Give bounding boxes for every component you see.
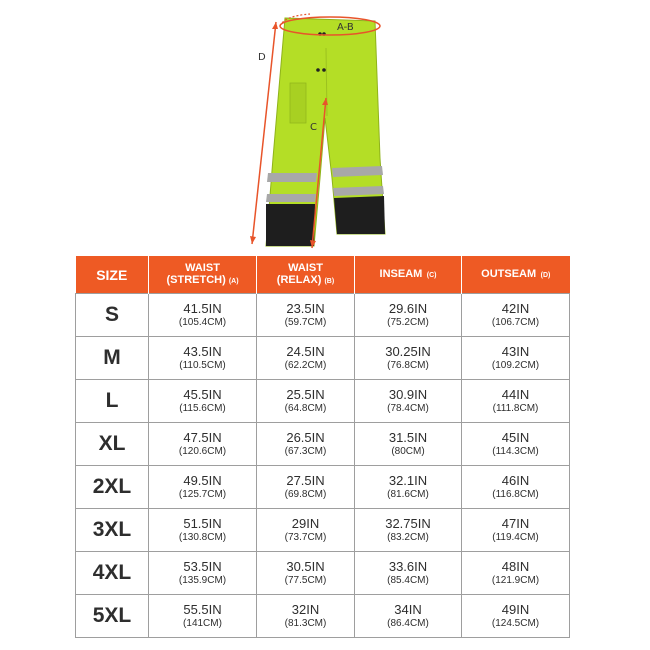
- measurement-cell: [257, 466, 355, 509]
- cm-value: (116.8CM): [492, 488, 539, 500]
- measurement-cell: [149, 552, 257, 595]
- inch-value: 41.5IN: [183, 300, 222, 316]
- measurement-cell: [355, 423, 462, 466]
- measurement-cell: [257, 380, 355, 423]
- table-row: [76, 380, 570, 423]
- cm-value: (59.7CM): [284, 316, 327, 328]
- measurement-cell: [355, 294, 462, 337]
- size-cell: 4XL: [76, 552, 149, 595]
- measurement-cell: [462, 466, 570, 509]
- header-outseam: OUTSEAM (D): [462, 256, 570, 294]
- cm-value: (109.2CM): [491, 359, 540, 371]
- measurement-cell: [462, 294, 570, 337]
- table-row: [76, 466, 570, 509]
- cm-value: (75.2CM): [387, 316, 429, 328]
- pants-illustration: [240, 8, 410, 254]
- inch-value: 31.5IN: [388, 429, 428, 445]
- inch-value: 30.5IN: [286, 558, 325, 574]
- measurement-cell: [462, 595, 570, 638]
- measurement-cell: [149, 380, 257, 423]
- size-cell: 2XL: [76, 466, 149, 509]
- measurement-cell: [149, 423, 257, 466]
- size-cell: 5XL: [76, 595, 149, 638]
- table-row: [76, 552, 570, 595]
- table-header-row: [76, 256, 570, 294]
- measurement-cell: [355, 595, 462, 638]
- inch-value: 32IN: [291, 601, 320, 617]
- measurement-cell: [355, 466, 462, 509]
- inseam-label: C: [310, 122, 317, 133]
- size-cell: 3XL: [76, 509, 149, 552]
- cm-value: (81.3CM): [284, 617, 327, 629]
- table-row: [76, 423, 570, 466]
- table-row: [76, 595, 570, 638]
- inch-value: 51.5IN: [183, 515, 222, 531]
- cm-value: (69.8CM): [284, 488, 327, 500]
- measurement-cell: [355, 509, 462, 552]
- cm-value: (62.2CM): [284, 359, 327, 371]
- measurement-cell: [257, 294, 355, 337]
- measurement-cell: [149, 595, 257, 638]
- inch-value: 47IN: [501, 515, 530, 531]
- inch-value: 27.5IN: [286, 472, 325, 488]
- cm-value: (124.5CM): [491, 617, 540, 629]
- inch-value: 30.9IN: [388, 386, 428, 402]
- cm-value: (83.2CM): [387, 531, 429, 543]
- cm-value: (111.8CM): [492, 402, 539, 414]
- cm-value: (85.4CM): [387, 574, 429, 586]
- inch-value: 47.5IN: [183, 429, 222, 445]
- cm-value: (77.5CM): [284, 574, 327, 586]
- cuff-right: [334, 196, 385, 234]
- header-size: SIZE: [76, 256, 149, 294]
- cm-value: (73.7CM): [284, 531, 327, 543]
- header-waist-stretch: WAIST (STRETCH) (A): [149, 256, 257, 294]
- inch-value: 53.5IN: [183, 558, 222, 574]
- inch-value: 32.75IN: [385, 515, 431, 531]
- measurement-cell: [462, 552, 570, 595]
- inch-value: 48IN: [501, 558, 530, 574]
- header-waist-relax: WAIST (RELAX) (B): [257, 256, 355, 294]
- size-cell: S: [76, 294, 149, 337]
- measurement-cell: [149, 337, 257, 380]
- inch-value: 30.25IN: [385, 343, 431, 359]
- size-cell: M: [76, 337, 149, 380]
- cm-value: (141CM): [183, 617, 222, 629]
- cm-value: (86.4CM): [387, 617, 429, 629]
- cm-value: (80CM): [391, 445, 425, 457]
- table-row: [76, 337, 570, 380]
- cm-value: (114.3CM): [492, 445, 539, 457]
- inch-value: 33.6IN: [388, 558, 428, 574]
- reflective-band-lower: [266, 194, 316, 202]
- measurement-cell: [462, 380, 570, 423]
- inch-value: 43IN: [501, 343, 530, 359]
- inch-value: 55.5IN: [183, 601, 222, 617]
- measurement-cell: [149, 294, 257, 337]
- cm-value: (135.9CM): [178, 574, 227, 586]
- cm-value: (130.8CM): [178, 531, 227, 543]
- leg-pocket: [290, 83, 306, 123]
- cm-value: (105.4CM): [178, 316, 227, 328]
- measurement-cell: [462, 337, 570, 380]
- inch-value: 43.5IN: [183, 343, 222, 359]
- cm-value: (76.8CM): [387, 359, 429, 371]
- cm-value: (120.6CM): [178, 445, 227, 457]
- inch-value: 44IN: [501, 386, 530, 402]
- cm-value: (64.8CM): [284, 402, 327, 414]
- size-cell: XL: [76, 423, 149, 466]
- measurement-cell: [355, 380, 462, 423]
- measurement-cell: [257, 552, 355, 595]
- inch-value: 24.5IN: [286, 343, 325, 359]
- cm-value: (125.7CM): [178, 488, 227, 500]
- inch-value: 29IN: [291, 515, 320, 531]
- inch-value: 34IN: [394, 601, 422, 617]
- measurement-cell: [257, 595, 355, 638]
- table-row: [76, 294, 570, 337]
- inch-value: 32.1IN: [388, 472, 428, 488]
- inch-value: 23.5IN: [286, 300, 325, 316]
- outseam-label: D: [258, 52, 266, 63]
- inch-value: 29.6IN: [388, 300, 428, 316]
- measurement-cell: [257, 337, 355, 380]
- inch-value: 42IN: [501, 300, 530, 316]
- measurement-cell: [462, 423, 570, 466]
- inch-value: 45.5IN: [183, 386, 222, 402]
- table-row: [76, 509, 570, 552]
- cm-value: (119.4CM): [492, 531, 539, 543]
- measurement-cell: [149, 466, 257, 509]
- cm-value: (121.9CM): [491, 574, 540, 586]
- cuff-left: [266, 204, 315, 246]
- cm-value: (67.3CM): [284, 445, 327, 457]
- inch-value: 45IN: [501, 429, 530, 445]
- cm-value: (78.4CM): [387, 402, 429, 414]
- inch-value: 26.5IN: [286, 429, 325, 445]
- cm-value: (115.6CM): [179, 402, 226, 414]
- pants-measurement-diagram: [240, 8, 410, 254]
- inch-value: 25.5IN: [286, 386, 325, 402]
- cm-value: (110.5CM): [179, 359, 226, 371]
- measurement-cell: [257, 423, 355, 466]
- waist-label: A-B: [337, 22, 354, 33]
- size-cell: L: [76, 380, 149, 423]
- inch-value: 49IN: [501, 601, 530, 617]
- measurement-cell: [355, 337, 462, 380]
- measurement-cell: [257, 509, 355, 552]
- inch-value: 46IN: [501, 472, 530, 488]
- measurement-cell: [149, 509, 257, 552]
- header-inseam: INSEAM (C): [355, 256, 462, 294]
- cm-value: (106.7CM): [491, 316, 540, 328]
- size-chart-table: [75, 256, 570, 638]
- measurement-cell: [462, 509, 570, 552]
- inch-value: 49.5IN: [183, 472, 222, 488]
- cm-value: (81.6CM): [387, 488, 429, 500]
- reflective-band-upper: [267, 173, 317, 182]
- measurement-cell: [355, 552, 462, 595]
